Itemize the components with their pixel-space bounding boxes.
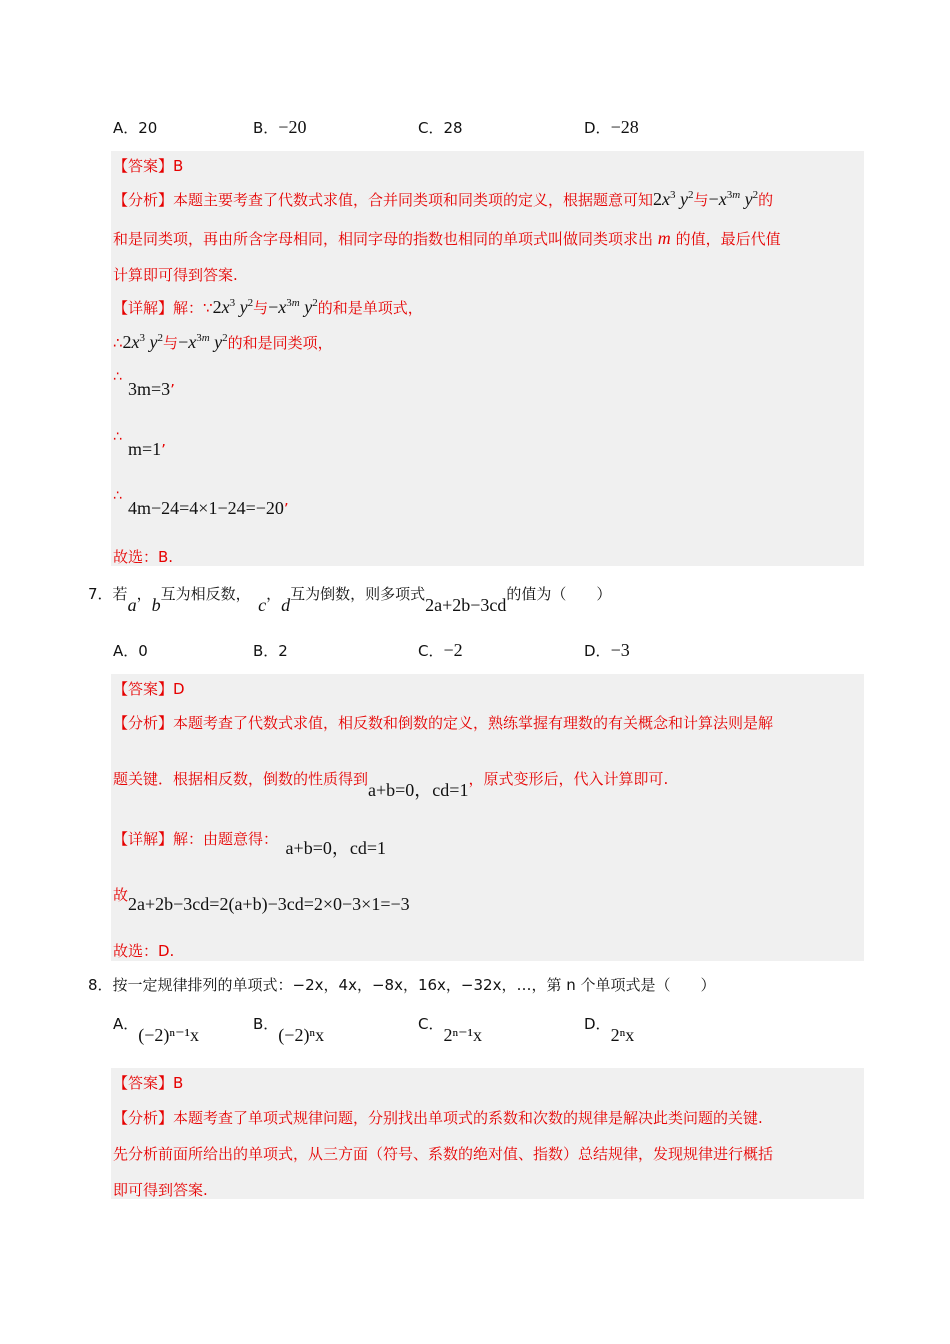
q6-therefore-1: ∴ [113, 369, 122, 385]
q8-option-a: A．(−2)ⁿ⁻¹x [113, 1015, 199, 1045]
q6-analysis-line-3: 计算即可得到答案. [113, 266, 238, 284]
q8-analysis-line-2: 先分析前面所给出的单项式，从三方面（符号、系数的绝对值、指数）总结规律，发现规律进行概括 [113, 1145, 774, 1163]
q6-option-d: D．−28 [584, 117, 639, 137]
q8-analysis-line-1: 【分析】本题考查了单项式规律问题，分别找出单项式的系数和次数的规律是解决此类问题的关键. [113, 1109, 763, 1127]
q8-option-d: D．2ⁿx [584, 1015, 635, 1045]
q8-option-b: B．(−2)ⁿx [253, 1015, 325, 1045]
q8-stem: 8．按一定规律排列的单项式：−2x，4x，−8x，16x，−32x，…，第 n 个单项式是（ ） [88, 976, 716, 994]
q7-solution-box [111, 674, 864, 961]
q7-detail-line-1: 【详解】解：由题意得： a+b=0，cd=1 [113, 830, 386, 858]
q6-solution-box [111, 151, 864, 566]
q7-conclusion: 故选：D. [113, 942, 175, 960]
q8-solution-box [111, 1068, 864, 1199]
q7-detail-line-2: 故2a+2b−3cd=2(a+b)−3cd=2×0−3×1=−3 [113, 886, 410, 914]
q6-therefore-3: ∴ [113, 488, 122, 504]
q7-option-c: C．−2 [418, 640, 463, 660]
q7-option-a: A．0 [113, 642, 148, 660]
q6-option-a: A．20 [113, 119, 158, 137]
q6-detail-line-1: 【详解】解：$\because 2x^3$ $y^2$与$-x^{3m}$ $y^2$的和是单项式， [113, 297, 423, 317]
q8-answer: 【答案】B [113, 1074, 184, 1092]
q6-step-3: 4m−24=4×1−24=−20’ [128, 498, 289, 518]
q6-option-b: B．−20 [253, 117, 307, 137]
q6-answer: 【答案】B [113, 157, 184, 175]
q6-analysis-line-1: 【分析】本题主要考查了代数式求值，合并同类项和同类项的定义，根据题意可知$2x^3$ $y^2$与$-x^{3m}$ $y^2$的 [113, 189, 774, 209]
q6-detail-line-2: $\therefore 2x^3$ $y^2$与$-x^{3m}$ $y^2$的和是同类项， [113, 332, 333, 352]
q7-analysis-line-1: 【分析】本题考查了代数式求值，相反数和倒数的定义，熟练掌握有理数的有关概念和计算法则是解 [113, 714, 774, 732]
q8-option-c: C．2ⁿ⁻¹x [418, 1015, 483, 1045]
q6-step-1: 3m=3’ [128, 379, 175, 399]
q7-analysis-line-2: 题关键．根据相反数，倒数的性质得到a+b=0，cd=1，原式变形后，代入计算即可. [113, 770, 669, 800]
q6-step-2: m=1’ [128, 439, 166, 459]
q6-conclusion: 故选：B. [113, 548, 174, 566]
q6-option-c: C．28 [418, 119, 463, 137]
q7-option-d: D．−3 [584, 640, 630, 660]
q6-therefore-2: ∴ [113, 429, 122, 445]
q7-answer: 【答案】D [113, 680, 185, 698]
q7-stem: 7．若a，b互为相反数， c，d互为倒数，则多项式2a+2b−3cd的值为（ ） [88, 585, 612, 615]
q6-analysis-line-2: 和是同类项，再由所含字母相同，相同字母的指数也相同的单项式叫做同类项求出 m 的值，最后代值 [113, 228, 781, 248]
q8-analysis-line-3: 即可得到答案. [113, 1181, 208, 1199]
q7-option-b: B．2 [253, 642, 288, 660]
